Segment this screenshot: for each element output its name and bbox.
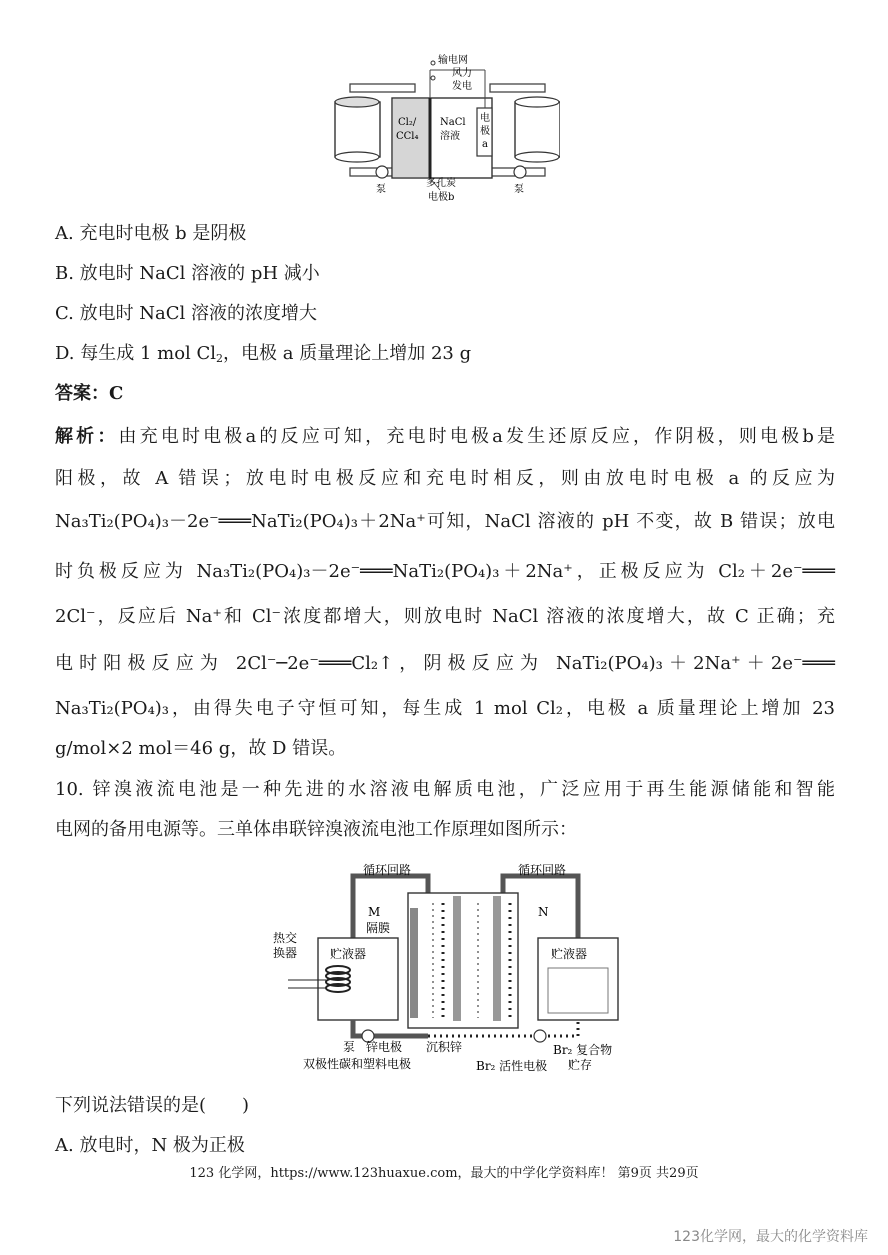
watermark: 123化学网，最大的化学资料库 — [673, 1229, 868, 1245]
figure-zinc-bromine-drawing — [268, 858, 648, 1073]
label-membrane: 隔膜 — [366, 921, 391, 935]
label-n: N — [538, 905, 549, 919]
label-electrode-a-2: 极 — [480, 126, 490, 137]
q9-analysis-line-3: Na₃Ti₂(PO₄)₃－2e⁻═══NaTi₂(PO₄)₃＋2Na⁺可知，NaCl 溶液的 pH 不变，故 B 错误；放电 — [55, 511, 835, 532]
q10-question: 下列说法错误的是( ) — [55, 1095, 250, 1116]
label-br2-complex-2: 贮存 — [568, 1058, 593, 1072]
q9-answer-label: 答案： — [55, 383, 109, 404]
q9-answer — [55, 382, 123, 406]
label-wind-2: 发电 — [452, 81, 472, 92]
label-loop-right: 循环回路 — [518, 863, 567, 877]
label-tank-left: 贮液器 — [330, 947, 367, 961]
label-br2-complex-1: Br₂ 复合物 — [553, 1043, 613, 1057]
q10-stem-line-1: 10. 锌溴液流电池是一种先进的水溶液电解质电池，广泛应用于再生能源储能和智能 — [55, 779, 835, 800]
label-solution: 溶液 — [440, 131, 460, 142]
q9-option-d: D. 每生成 1 mol $Cl_2$，电极 a 质量理论上增加 23 g — [55, 343, 472, 365]
page-footer: 123 化学网，https://www.123huaxue.com，最大的中学化学资料库！ 第9页 共29页 — [189, 1166, 699, 1181]
label-heat-1: 热交 — [273, 931, 298, 945]
q9-option-b: B. 放电时 NaCl 溶液的 pH 减小 — [55, 263, 320, 284]
label-wind-1: 风力 — [452, 68, 472, 79]
label-cl2: Cl₂/ — [398, 117, 417, 128]
label-electrode-a-1: 电 — [480, 113, 490, 124]
q9-analysis-text-1: 由充电时电极a的反应可知，充电时电极a发生还原反应，作阴极，则电极b是 — [118, 426, 836, 447]
label-deposit-zinc: 沉积锌 — [426, 1040, 463, 1054]
label-electrode-b-1: 多孔炭 — [426, 178, 456, 189]
q9-analysis-line-8: g/mol×2 mol＝46 g，故 D 错误。 — [55, 738, 347, 759]
label-nacl: NaCl — [440, 117, 466, 128]
label-br2-active: Br₂ 活性电极 — [476, 1059, 548, 1073]
q9-analysis-line-1 — [55, 425, 835, 449]
label-tank-right: 贮液器 — [551, 947, 588, 961]
label-loop-left: 循环回路 — [363, 863, 412, 877]
label-electrode-a-3: a — [482, 139, 488, 150]
label-grid: 输电网 — [438, 55, 468, 66]
q10-option-a: A. 放电时，N 极为正极 — [55, 1135, 245, 1156]
label-ccl4: CCl₄ — [396, 131, 419, 142]
label-heat-2: 换器 — [273, 946, 298, 960]
figure-nacl-cell-drawing — [330, 50, 560, 205]
label-m: M — [368, 905, 381, 919]
q10-stem-line-2: 电网的备用电源等。三单体串联锌溴液流电池工作原理如图所示： — [55, 819, 577, 840]
q9-analysis-line-5: 2Cl⁻，反应后 Na⁺和 Cl⁻浓度都增大，则放电时 NaCl 溶液的浓度增大，故 C 正确；充 — [55, 606, 835, 627]
q9-analysis-line-7: Na₃Ti₂(PO₄)₃，由得失电子守恒可知，每生成 1 mol Cl₂，电极 a 质量理论上增加 23 — [55, 698, 835, 719]
q9-analysis-line-2: 阳极，故 A 错误；放电时电极反应和充电时相反，则由放电时电极 a 的反应为 — [55, 468, 835, 489]
q9-answer-value: C — [109, 383, 124, 404]
figure-zinc-bromine-battery — [268, 858, 648, 1073]
label-pump-left: 泵 — [376, 184, 386, 195]
label-pump-right: 泵 — [514, 184, 524, 195]
label-zinc-electrode: 锌电极 — [366, 1040, 403, 1054]
label-bipolar-electrode: 双极性碳和塑料电极 — [303, 1057, 412, 1071]
figure-nacl-cell — [330, 50, 560, 205]
q9-option-d-post: ，电极 a 质量理论上增加 23 g — [223, 343, 472, 364]
q9-option-a: A. 充电时电极 b 是阴极 — [55, 223, 247, 244]
label-pump: 泵 — [343, 1040, 356, 1054]
q9-analysis-line-6: 电时阳极反应为 2Cl⁻─2e⁻═══Cl₂↑，阴极反应为 NaTi₂(PO₄)₃＋2Na⁺＋2e⁻═══ — [55, 653, 835, 674]
label-electrode-b-2: 电极b — [428, 192, 455, 203]
q9-option-c: C. 放电时 NaCl 溶液的浓度增大 — [55, 303, 318, 324]
q9-option-d-pre: D. 每生成 1 mol Cl — [55, 343, 217, 364]
q9-analysis-label: 解析： — [55, 426, 119, 447]
q9-analysis-line-4: 时负极反应为 Na₃Ti₂(PO₄)₃－2e⁻═══NaTi₂(PO₄)₃＋2Na⁺，正极反应为 Cl₂＋2e⁻═══ — [55, 561, 835, 582]
